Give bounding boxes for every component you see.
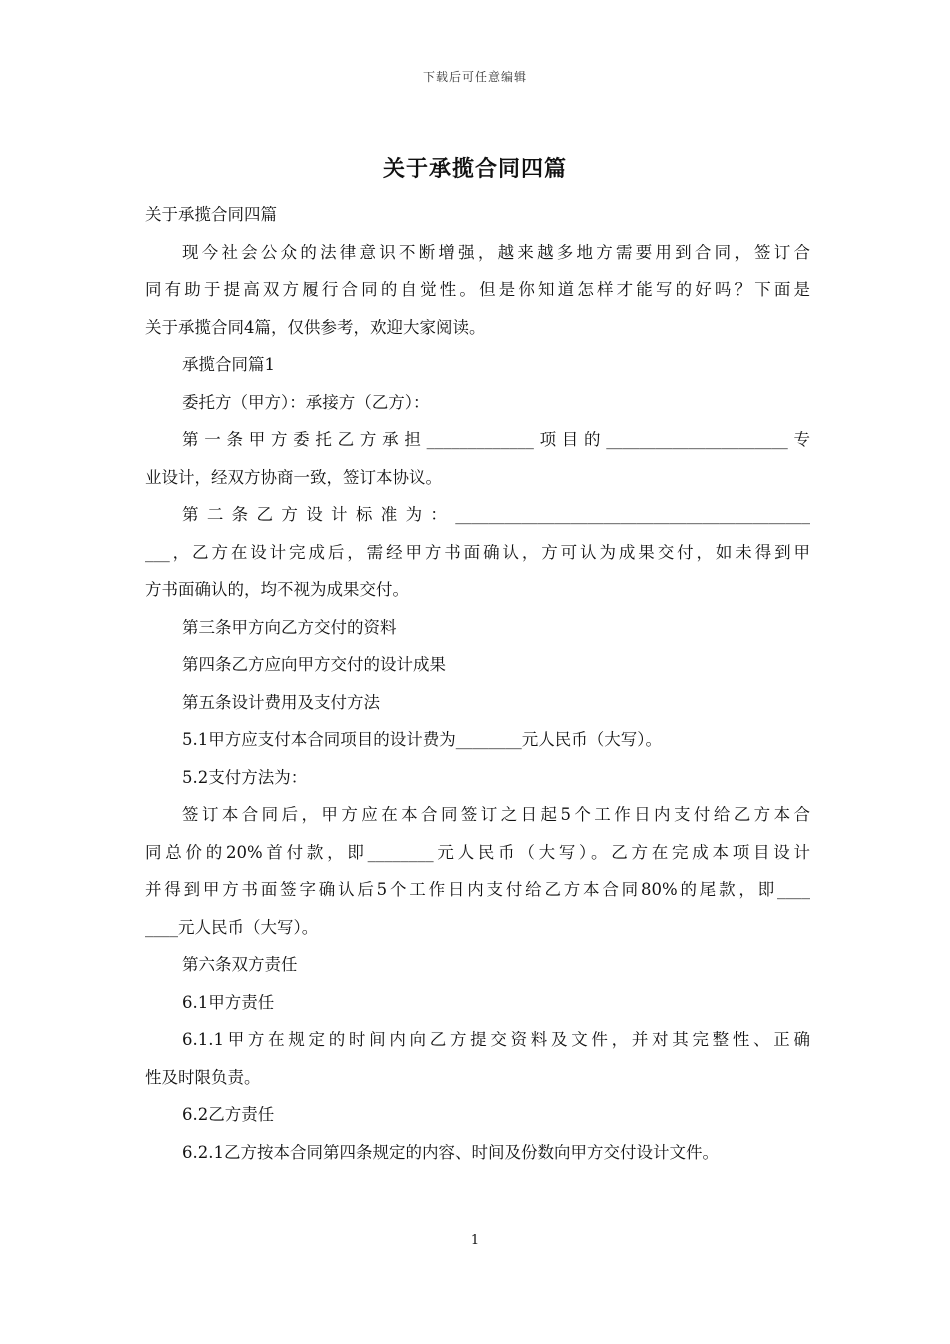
paragraph-line: 6.2.1乙方按本合同第四条规定的内容、时间及份数向甲方交付设计文件。	[182, 1142, 719, 1162]
paragraph-line: 5.1甲方应支付本合同项目的设计费为________元人民币（大写）。	[182, 730, 662, 749]
section-heading: 承揽合同篇1	[182, 355, 275, 374]
paragraph-line: 同总价的20%首付款，即________元人民币（大写）。乙方在完成本项目设计	[145, 842, 810, 862]
paragraph-line: 第二条乙方设计标准为：___________________________________________	[182, 505, 810, 524]
paragraph-line: ___，乙方在设计完成后，需经甲方书面确认，方可认为成果交付，如未得到甲	[145, 542, 810, 562]
clause-heading: 第三条甲方向乙方交付的资料	[182, 617, 397, 637]
paragraph-line: 同有助于提高双方履行合同的自觉性。但是你知道怎样才能写的好吗？下面是	[145, 280, 810, 299]
clause-heading: 第五条设计费用及支付方法	[182, 692, 380, 712]
paragraph-line: 委托方（甲方）：承接方（乙方）：	[182, 392, 430, 412]
paragraph-line: 方书面确认的，均不视为成果交付。	[145, 580, 409, 599]
page-number: 1	[470, 1233, 480, 1248]
clause-heading: 第四条乙方应向甲方交付的设计成果	[182, 655, 446, 674]
paragraph-line: 并得到甲方书面签字确认后5个工作日内支付给乙方本合同80%的尾款，即____	[145, 880, 810, 899]
clause-heading: 6.1甲方责任	[182, 992, 275, 1012]
paragraph-line: 业设计，经双方协商一致，签订本协议。	[145, 467, 442, 487]
paragraph-line: 第一条甲方委托乙方承担_____________项目的______________________专	[182, 430, 810, 449]
paragraph-line: 现今社会公众的法律意识不断增强，越来越多地方需要用到合同，签订合	[182, 242, 810, 262]
clause-heading: 6.2乙方责任	[182, 1105, 275, 1124]
paragraph-line: 签订本合同后，甲方应在本合同签订之日起5个工作日内支付给乙方本合	[182, 805, 810, 824]
subtitle-line: 关于承揽合同四篇	[145, 205, 277, 224]
document-title: 关于承揽合同四篇	[382, 156, 567, 182]
header-note: 下载后可任意编辑	[422, 70, 527, 84]
paragraph-line: 关于承揽合同4篇，仅供参考，欢迎大家阅读。	[145, 317, 486, 337]
paragraph-line: 6.1.1甲方在规定的时间内向乙方提交资料及文件，并对其完整性、正确	[182, 1030, 810, 1049]
clause-heading: 第六条双方责任	[182, 955, 298, 974]
paragraph-line: ____元人民币（大写）。	[145, 917, 319, 937]
document-body	[145, 196, 810, 1171]
paragraph-line: 性及时限负责。	[145, 1067, 261, 1087]
paragraph-line: 5.2支付方法为：	[182, 767, 308, 787]
